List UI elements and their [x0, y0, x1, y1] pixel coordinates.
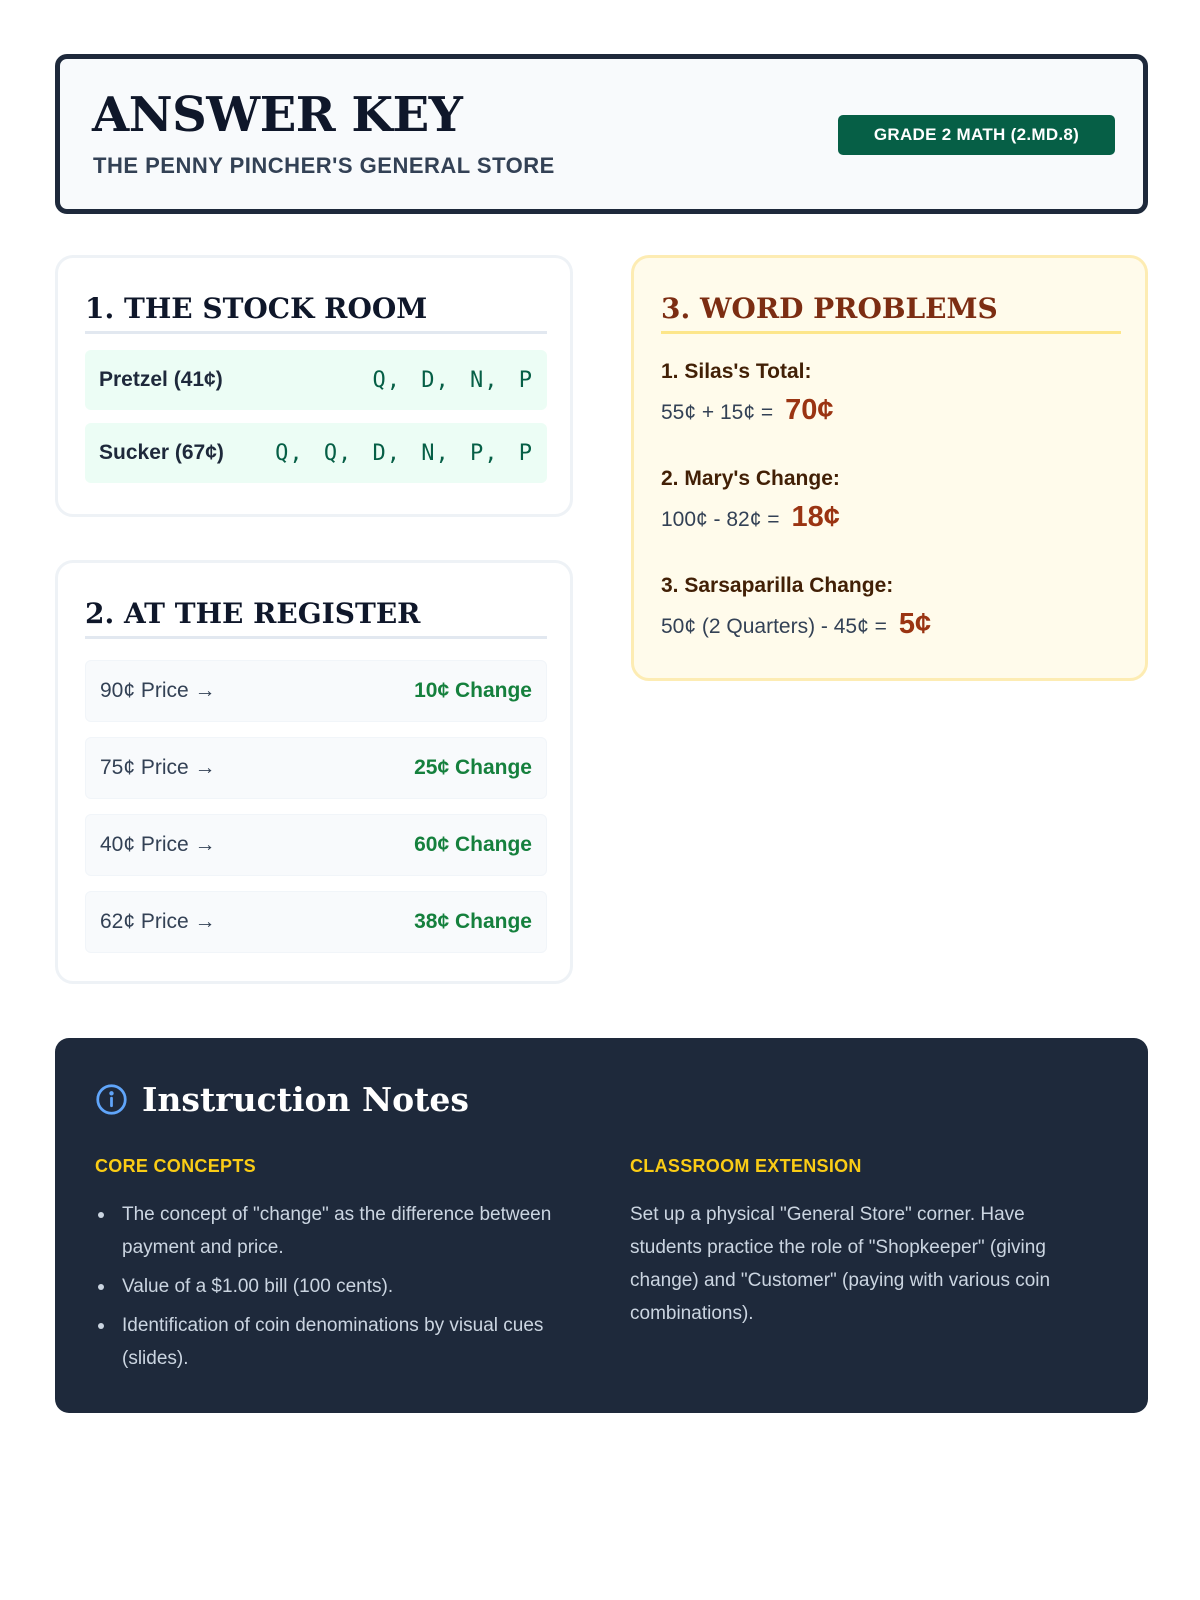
word-problems-title: 3. WORD PROBLEMS — [661, 292, 1121, 334]
core-concepts-list — [95, 1198, 575, 1381]
problem-expression: 50¢ (2 Quarters) - 45¢ = — [661, 615, 887, 638]
stock-coins: Q, D, N, P — [372, 367, 533, 393]
stock-item: Sucker (67¢) — [99, 441, 224, 464]
problem-expression: 100¢ - 82¢ = — [661, 508, 780, 531]
register-card — [55, 560, 573, 984]
info-circle-icon — [95, 1083, 128, 1116]
core-concepts-title: CORE CONCEPTS — [95, 1156, 256, 1176]
answer-key-header — [55, 54, 1148, 214]
register-row — [85, 891, 547, 953]
instruction-notes-panel — [55, 1038, 1148, 1413]
stock-row — [85, 350, 547, 410]
problem-equation — [661, 501, 840, 534]
stock-row — [85, 423, 547, 483]
register-price: 75¢ Price → — [100, 756, 216, 779]
register-price: 40¢ Price → — [100, 833, 216, 856]
list-item: Identification of coin denominations by visual cues (slides). — [95, 1309, 575, 1375]
problem-answer: 5¢ — [898, 608, 932, 640]
register-change: 25¢ Change — [414, 756, 532, 779]
register-row — [85, 660, 547, 722]
word-problems-card — [631, 255, 1148, 681]
problem-label: 3. Sarsaparilla Change: — [661, 574, 894, 597]
classroom-extension-title: CLASSROOM EXTENSION — [630, 1156, 862, 1176]
stock-room-title: 1. THE STOCK ROOM — [85, 292, 547, 334]
register-title: 2. AT THE REGISTER — [85, 597, 547, 639]
page-title: ANSWER KEY — [92, 87, 463, 143]
stock-item: Pretzel (41¢) — [99, 368, 223, 391]
register-change: 60¢ Change — [414, 833, 532, 856]
problem-answer: 70¢ — [785, 394, 834, 426]
list-item: Value of a $1.00 bill (100 cents). — [95, 1270, 575, 1303]
classroom-extension-text: Set up a physical "General Store" corner. Have students practice the role of "Shopkeeper" (giving change) and "Customer" (paying with various coin combinations). — [630, 1204, 1051, 1324]
problem-equation — [661, 394, 834, 427]
register-price: 62¢ Price → — [100, 910, 216, 933]
register-row — [85, 814, 547, 876]
notes-heading — [95, 1080, 469, 1119]
register-row — [85, 737, 547, 799]
problem-answer: 18¢ — [791, 501, 840, 533]
problem-equation — [661, 608, 931, 641]
stock-coins: Q, Q, D, N, P, P — [275, 440, 533, 466]
problem-label: 1. Silas's Total: — [661, 360, 812, 383]
register-price: 90¢ Price → — [100, 679, 216, 702]
problem-label: 2. Mary's Change: — [661, 467, 840, 490]
stock-room-card — [55, 255, 573, 517]
problem-expression: 55¢ + 15¢ = — [661, 401, 774, 424]
grade-badge: GRADE 2 MATH (2.MD.8) — [838, 115, 1115, 155]
page-subtitle: THE PENNY PINCHER'S GENERAL STORE — [93, 153, 555, 178]
register-change: 38¢ Change — [414, 910, 532, 933]
notes-title: Instruction Notes — [142, 1080, 469, 1119]
list-item: The concept of "change" as the difference between payment and price. — [95, 1198, 575, 1264]
register-change: 10¢ Change — [414, 679, 532, 702]
